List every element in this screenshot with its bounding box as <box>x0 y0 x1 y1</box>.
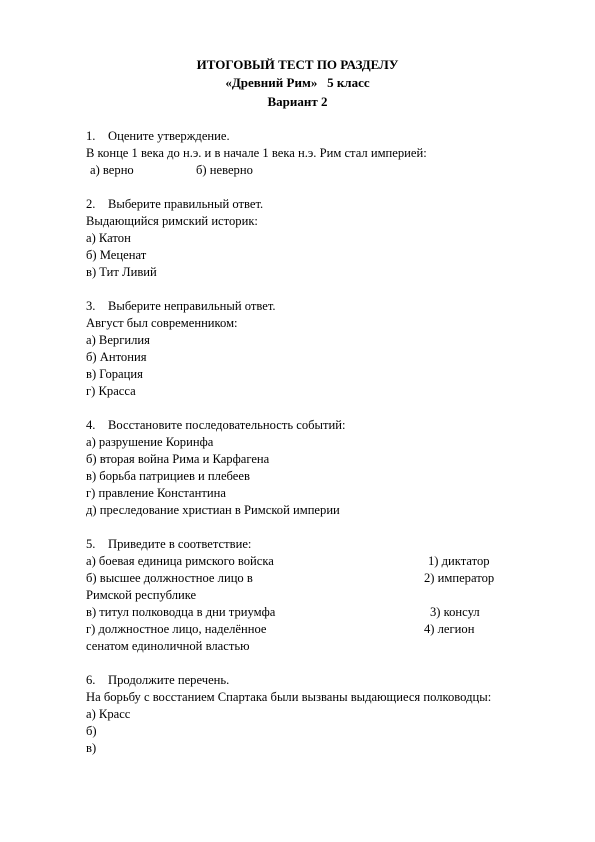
question-2-task: 2. Выберите правильный ответ. <box>86 197 264 211</box>
question-6-option-b: б) <box>86 724 97 738</box>
question-5-left-d-cont: сенатом единоличной властью <box>86 639 250 653</box>
question-3-option-d: г) Красса <box>86 384 136 398</box>
question-4-task: 4. Восстановите последовательность событий: <box>86 418 346 432</box>
question-5-task: 5. Приведите в соответствие: <box>86 537 252 551</box>
question-5-right-1: 1) диктатор <box>428 554 490 568</box>
question-3-text: Август был современником: <box>86 316 238 330</box>
page-title: ИТОГОВЫЙ ТЕСТ ПО РАЗДЕЛУ <box>196 57 399 72</box>
question-3-number: 3. <box>86 299 96 313</box>
question-6-task: 6. Продолжите перечень. <box>86 673 230 687</box>
variant-label: Вариант 2 <box>267 94 328 109</box>
question-6-option-c: в) <box>86 741 97 755</box>
question-5-right-2: 2) император <box>424 571 495 585</box>
question-3-option-a: а) Вергилия <box>86 333 150 347</box>
question-1-option-b: б) неверно <box>196 163 253 177</box>
question-1-text: В конце 1 века до н.э. и в начале 1 века н.э. Рим стал империей: <box>86 146 427 160</box>
question-1-option-a: а) верно <box>90 163 134 177</box>
question-6-text: На борьбу с восстанием Спартака были вызваны выдающиеся полководцы: <box>86 690 492 704</box>
question-5-number: 5. <box>86 537 96 551</box>
question-6-number: 6. <box>86 673 96 687</box>
question-5-left-b-cont: Римской республике <box>86 588 197 602</box>
question-2-text: Выдающийся римский историк: <box>86 214 258 228</box>
question-4-option-c: в) борьба патрициев и плебеев <box>86 469 250 483</box>
question-5-right-4: 4) легион <box>424 622 475 636</box>
question-4-option-b: б) вторая война Рима и Карфагена <box>86 452 270 466</box>
question-1-task: 1. Оцените утверждение. <box>86 129 230 143</box>
question-3-task: 3. Выберите неправильный ответ. <box>86 299 276 313</box>
question-5-right-3: 3) консул <box>430 605 480 619</box>
question-1-number: 1. <box>86 129 96 143</box>
question-4-number: 4. <box>86 418 96 432</box>
question-2-option-b: б) Меценат <box>86 248 147 262</box>
question-2-number: 2. <box>86 197 96 211</box>
question-4-option-a: а) разрушение Коринфа <box>86 435 214 449</box>
page-subtitle: «Древний Рим» 5 класс <box>225 75 370 90</box>
question-4-option-e: д) преследование христиан в Римской империи <box>86 503 340 517</box>
question-5-left-c: в) титул полководца в дни триумфа <box>86 605 276 619</box>
question-4-option-d: г) правление Константина <box>86 486 226 500</box>
question-3-option-c: в) Горация <box>86 367 143 381</box>
question-2-option-a: а) Катон <box>86 231 131 245</box>
question-6-option-a: а) Красс <box>86 707 131 721</box>
question-5-left-a: а) боевая единица римского войска <box>86 554 274 568</box>
question-5-left-b: б) высшее должностное лицо в <box>86 571 253 585</box>
question-3-option-b: б) Антония <box>86 350 147 364</box>
question-2-option-c: в) Тит Ливий <box>86 265 157 279</box>
question-5-left-d: г) должностное лицо, наделённое <box>86 622 267 636</box>
